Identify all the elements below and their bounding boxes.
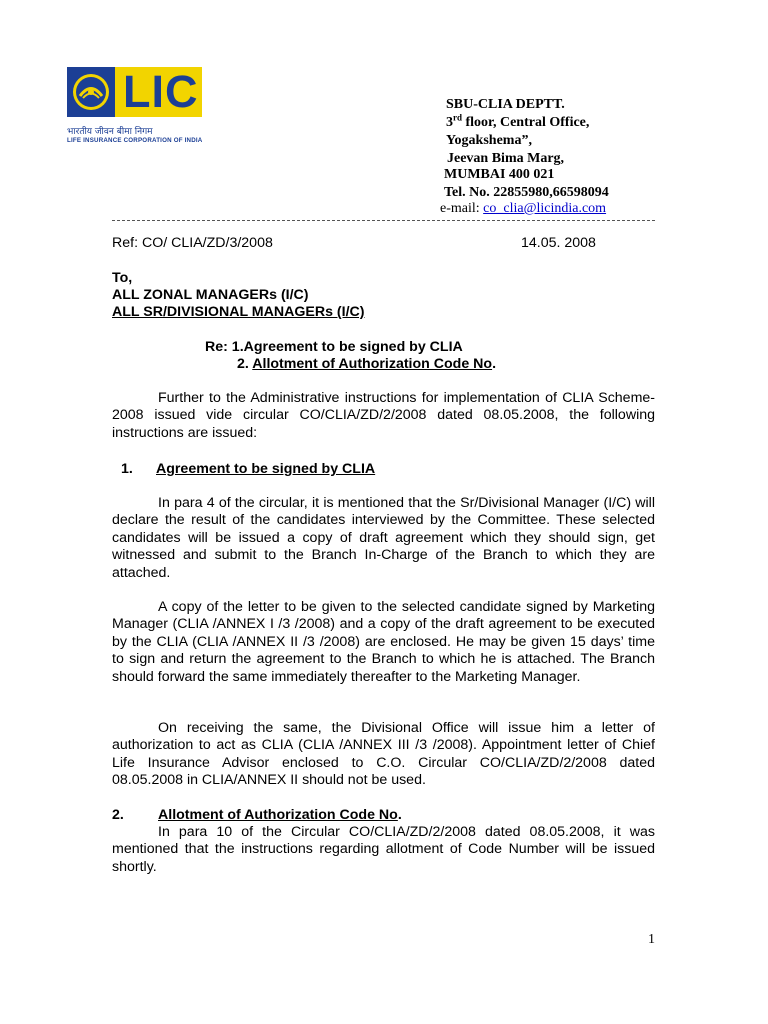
lic-logo: [67, 67, 202, 117]
subject-item2-suffix: .: [492, 356, 497, 372]
lic-emblem-icon: [67, 67, 115, 117]
subject-item2-prefix: 2.: [237, 356, 253, 372]
address-floor-sup: rd: [453, 112, 462, 123]
paragraph-4: [112, 824, 655, 876]
subject-line-2: [237, 356, 496, 373]
section-2-suffix: .: [397, 807, 402, 823]
address-floor: [446, 114, 589, 131]
logo-brand-text: LIC: [123, 66, 199, 117]
intro-text: Further to the Administrative instructions for implementation of CLIA Scheme-2008 issued vide circular CO/CLIA/ZD/2/2008 dated 08.05.2008, the following instructions are issued:: [112, 390, 655, 441]
subject-item2-text: Allotment of Authorization Code No: [252, 356, 493, 372]
address-email-line: [440, 201, 606, 217]
intro-paragraph: [112, 390, 655, 442]
paragraph-3: [112, 720, 655, 790]
recipient-divisional: ALL SR/DIVISIONAL MANAGERs (I/C): [112, 304, 365, 320]
section-2-heading: [158, 807, 402, 824]
section-1-title: Agreement to be signed by CLIA: [156, 461, 376, 477]
recipient-zonal: ALL ZONAL MANAGERs (I/C): [112, 287, 309, 303]
address-city: MUMBAI 400 021: [444, 167, 555, 182]
paragraph-1-text: In para 4 of the circular, it is mentioned that the Sr/Divisional Manager (I/C) will declare the result of the candidates interviewed by the Committee. These selected candidates will be issued a copy of draft agreement which they should sign, get witnessed and submit to the Branch In-Charge of the Branch to which they are attached.: [112, 495, 655, 581]
logo-hindi-name: भारतीय जीवन बीमा निगम: [67, 127, 153, 137]
address-building: Yogakshema”,: [446, 133, 532, 148]
logo-english-name: LIFE INSURANCE CORPORATION OF INDIA: [67, 137, 203, 144]
address-dept: SBU-CLIA DEPTT.: [446, 97, 565, 112]
address-tel: Tel. No. 22855980,66598094: [444, 185, 609, 200]
page-number: 1: [648, 932, 655, 947]
section-2-number: 2.: [112, 807, 124, 823]
paragraph-2: [112, 599, 655, 686]
ref-date: 14.05. 2008: [521, 235, 596, 251]
section-2-title: Allotment of Authorization Code No: [158, 807, 398, 823]
section-1-number: 1.: [121, 461, 133, 477]
address-road: Jeevan Bima Marg,: [447, 151, 565, 166]
paragraph-3-text: On receiving the same, the Divisional Office will issue him a letter of authorization to act as CLIA (CLIA /ANNEX III /3 /2008). Appointment letter of Chief Life Insurance Advisor enclosed to C.O. Circular CO/CLIA/ZD/2/2008 dated 08.05.2008 in CLIA/ANNEX II should not be used.: [112, 720, 655, 789]
header-divider: [112, 220, 655, 221]
email-label: e-mail:: [440, 201, 484, 216]
email-link[interactable]: co_clia@licindia.com: [483, 201, 607, 216]
address-floor-num: 3: [446, 115, 453, 130]
ref-number: Ref: CO/ CLIA/ZD/3/2008: [112, 235, 273, 251]
address-floor-rest: floor, Central Office,: [462, 115, 590, 130]
paragraph-1: [112, 495, 655, 582]
to-label: To,: [112, 270, 133, 286]
paragraph-2-text: A copy of the letter to be given to the selected candidate signed by Marketing Manager (CLIA /ANNEX I /3 /2008) and a copy of the draft agreement to be executed by the CLIA (CLIA /ANNEX II /3 /2008) are enclosed. He may be given 15 days’ time to sign and return the agreement to the Branch to which he is attached. The Branch should forward the same immediately thereafter to the Marketing Manager.: [112, 599, 655, 685]
subject-line-1: Re: 1.Agreement to be signed by CLIA: [205, 339, 463, 355]
paragraph-4-text: In para 10 of the Circular CO/CLIA/ZD/2/2008 dated 08.05.2008, it was mentioned that the instructions regarding allotment of Code Number will be issued shortly.: [112, 824, 655, 875]
